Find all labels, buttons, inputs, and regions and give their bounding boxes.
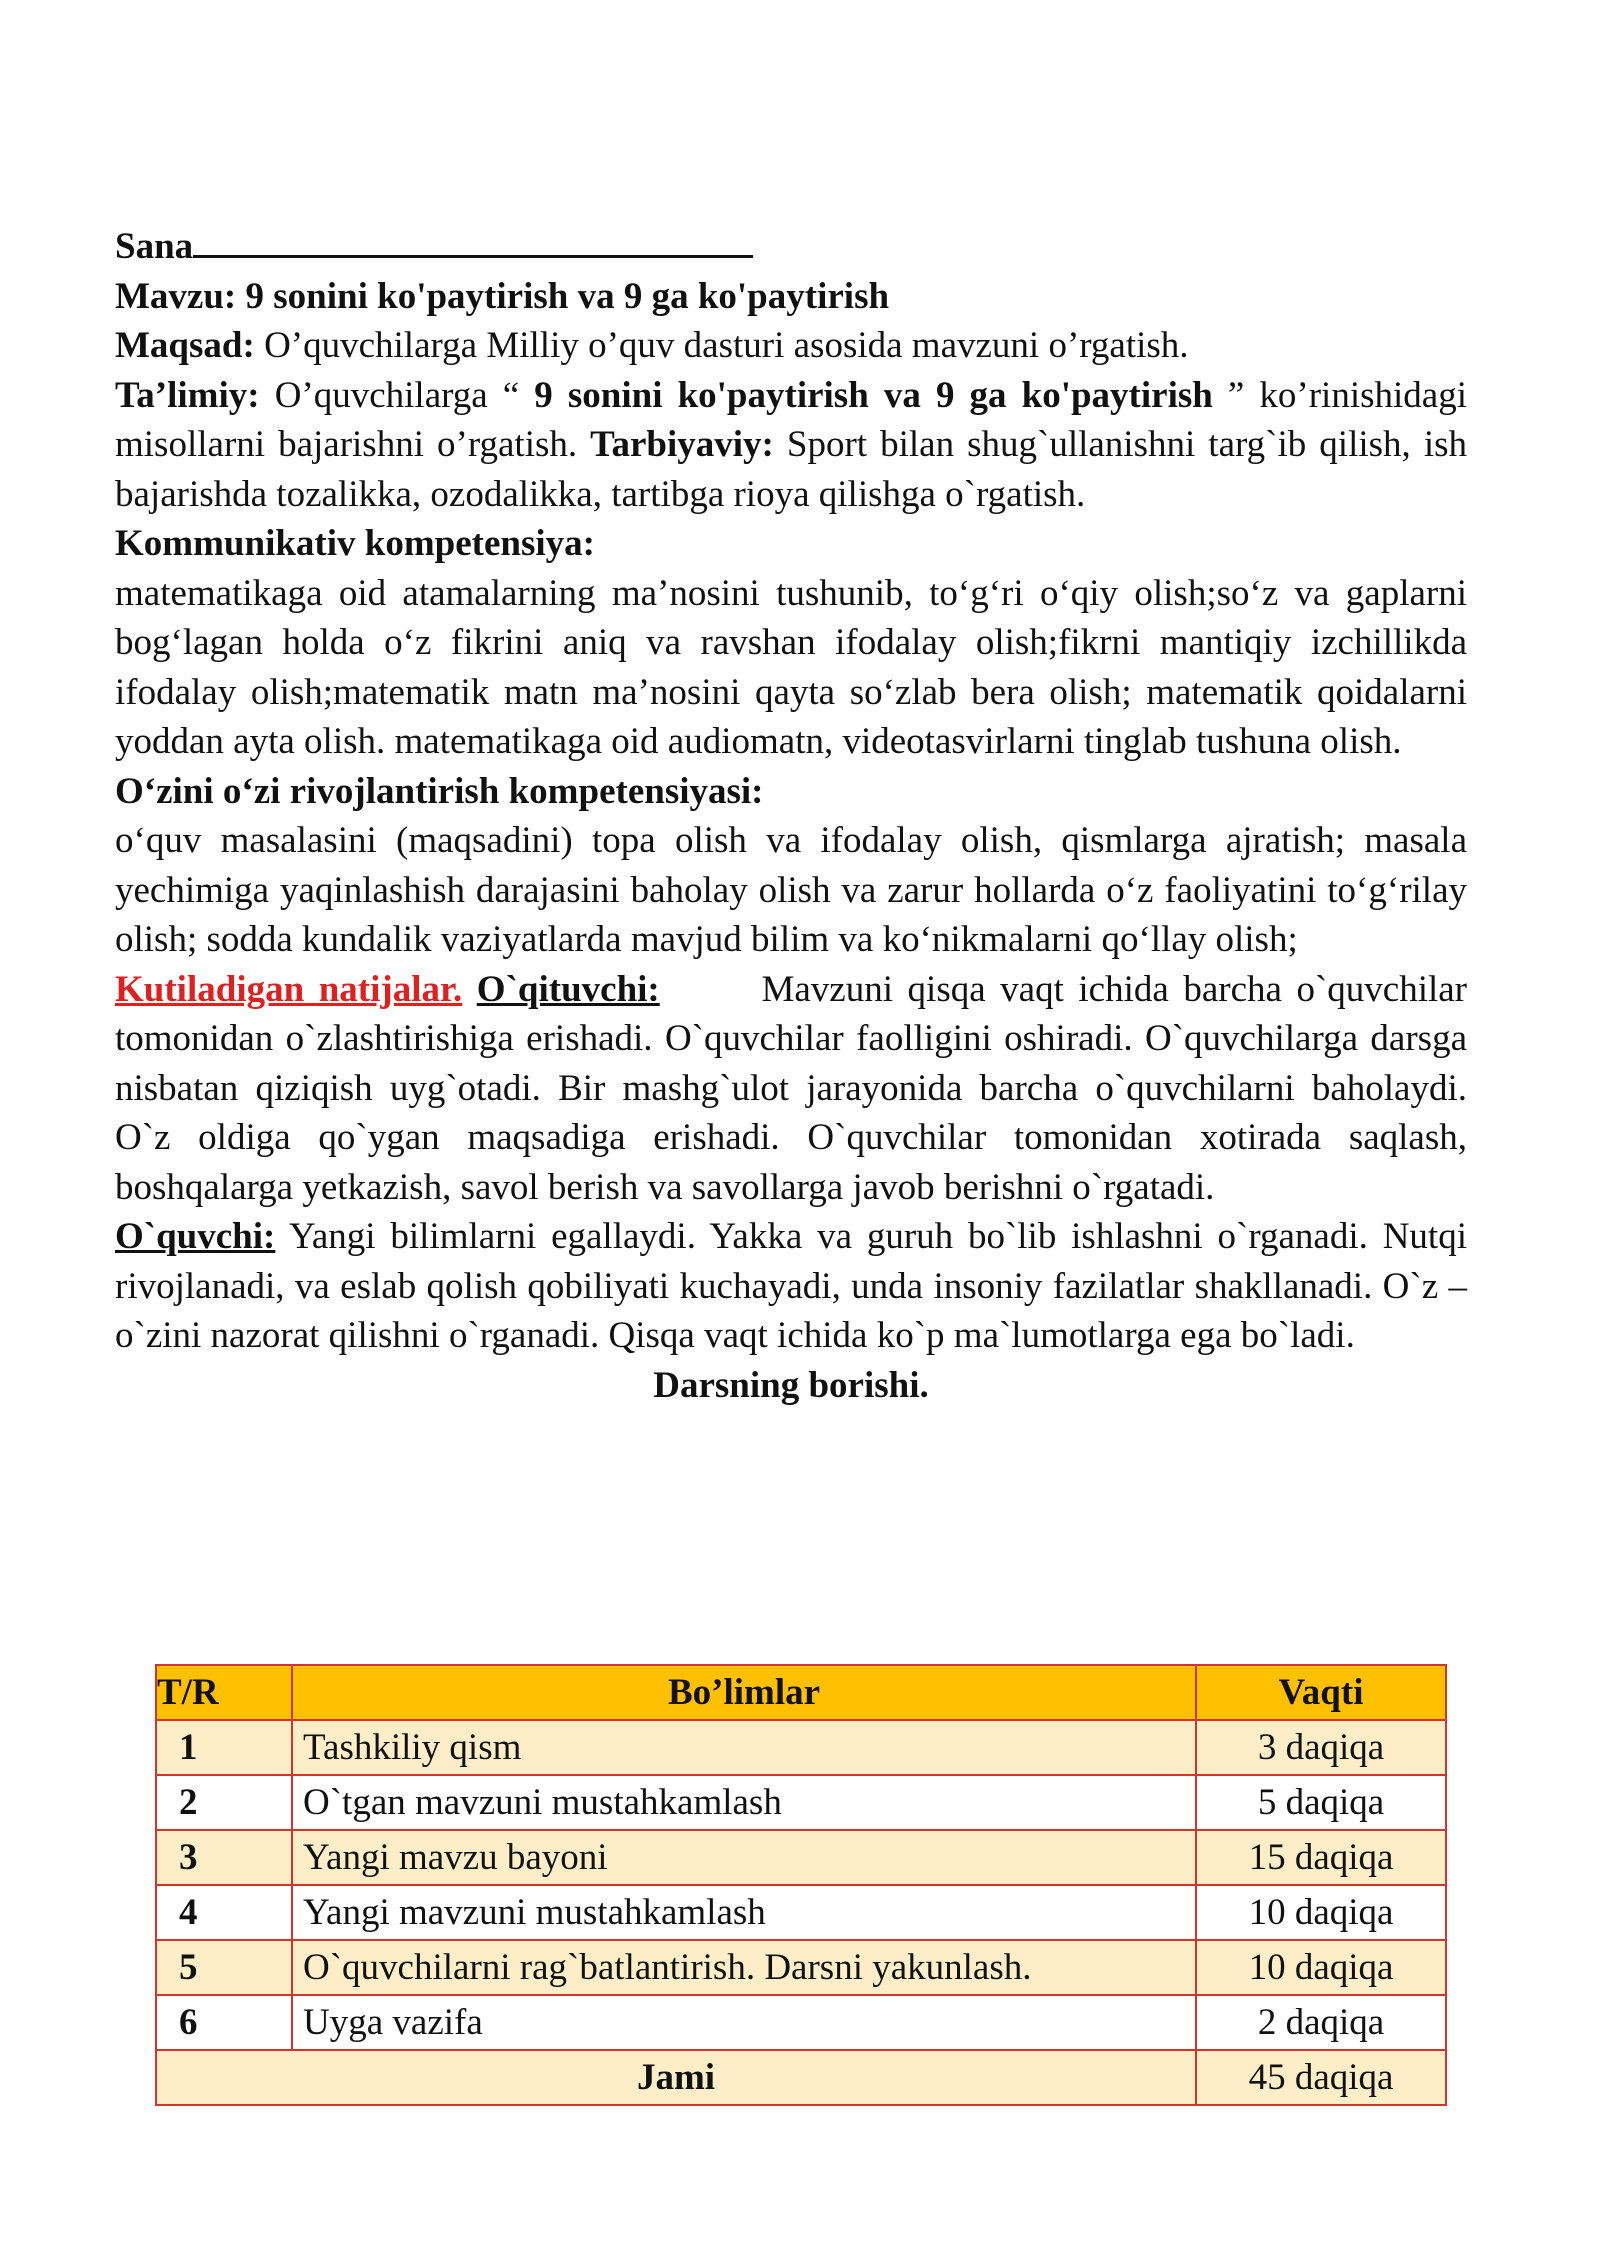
topic-label: Mavzu: (115, 275, 237, 317)
date-blank-field (193, 223, 753, 258)
row-time: 3 daqiqa (1196, 1720, 1446, 1775)
educational-topic: 9 sonini ko'paytirish va 9 ga ko'paytirish (534, 374, 1213, 416)
educational-text-before: O’quvchilarga “ (274, 374, 535, 416)
table-row (156, 1995, 1446, 2050)
lesson-plan-document (115, 222, 1467, 1410)
topic-line (115, 272, 1467, 322)
topic-text: 9 sonini ko'paytirish va 9 ga ko'paytirish (245, 275, 890, 317)
row-number: 3 (156, 1830, 292, 1885)
row-time: 15 daqiqa (1196, 1830, 1446, 1885)
self-development-heading: O‘zini o‘zi rivojlantirish kompetensiyasi: (115, 770, 764, 812)
teacher-outcomes-paragraph (115, 965, 1467, 1213)
total-label: Jami (156, 2050, 1196, 2105)
header-number: T/R (156, 1665, 292, 1720)
table-row (156, 1775, 1446, 1830)
row-time: 10 daqiqa (1196, 1940, 1446, 1995)
table-total-row (156, 2050, 1446, 2105)
educational-text-after: ” ko’rinishidagi misollarni bajarishni o’rgatish. (115, 374, 1467, 465)
row-section: O`tgan mavzuni mustahkamlash (292, 1775, 1196, 1830)
student-text: Yangi bilimlarni egallaydi. Yakka va guruh bo`lib ishlashni o`rganadi. Nutqi rivojlanadi, va eslab qolish qobiliyati kuchayadi, unda insoniy fazilatlar shakllanadi. O`z – o`zini nazorat qilishni o`rganadi. Qisqa vaqt ichida ko`p ma`lumotlarga ega bo`ladi. (115, 1216, 1467, 1356)
teacher-label: O`qituvchi: (476, 968, 660, 1010)
student-outcomes-paragraph (115, 1212, 1467, 1361)
header-time: Vaqti (1196, 1665, 1446, 1720)
communicative-heading: Kommunikativ kompetensiya: (115, 523, 596, 564)
upbringing-label: Tarbiyaviy: (590, 424, 774, 465)
teacher-text: Mavzuni qisqa vaqt ichida barcha o`quvchilar tomonidan o`zlashtirishiga erishadi. O`quvchilar faolligini oshiradi. O`quvchilarga darsga nisbatan qiziqish uyg`otadi. Bir mashg`ulot jarayonida barcha o`quvchilarni baholaydi. O`z oldiga qo`ygan maqsadiga erishadi. O`quvchilar tomonidan xotirada saqlash, boshqalarga yetkazish, savol berish va savollarga javob berishni o`rgatadi. (115, 968, 1468, 1208)
student-label: O`quvchi: (115, 1216, 276, 1257)
row-section: Yangi mavzu bayoni (292, 1830, 1196, 1885)
table-row (156, 1720, 1446, 1775)
row-number: 4 (156, 1885, 292, 1940)
table-row (156, 1940, 1446, 1995)
upbringing-text: Sport bilan shug`ullanishni targ`ib qilish, ish bajarishda tozalikka, ozodalikka, tartibga rioya qilishga o`rgatish. (115, 424, 1467, 515)
row-section: Uyga vazifa (292, 1995, 1196, 2050)
goal-text: O’quvchilarga Milliy o’quv dasturi asosida mavzuni o’rgatish. (264, 325, 1189, 366)
row-number: 5 (156, 1940, 292, 1995)
lesson-schedule-table (155, 1664, 1447, 2106)
goal-label: Maqsad: (115, 325, 255, 366)
table-row (156, 1830, 1446, 1885)
row-time: 2 daqiqa (1196, 1995, 1446, 2050)
self-development-text: o‘quv masalasini (maqsadini) topa olish va ifodalay olish, qismlarga ajratish; masala yechimiga yaqinlashish darajasini baholay olish va zarur hollarda o‘z faoliyatini to‘g‘rilay olish; sodda kundalik vaziyatlarda mavjud bilim va ko‘nikmalarni qo‘llay olish; (115, 820, 1467, 960)
row-number: 2 (156, 1775, 292, 1830)
table-header-row (156, 1665, 1446, 1720)
total-time: 45 daqiqa (1196, 2050, 1446, 2105)
lesson-flow-heading: Darsning borishi. (653, 1364, 929, 1406)
header-section: Bo’limlar (292, 1665, 1196, 1720)
row-section: O`quvchilarni rag`batlantirish. Darsni yakunlash. (292, 1940, 1196, 1995)
communicative-text: matematikaga oid atamalarning ma’nosini tushunib, to‘g‘ri o‘qiy olish;so‘z va gaplarni bog‘lagan holda o‘z fikrini aniq va ravshan ifodalay olish;fikrni mantiqiy izchillikda ifodalay olish;matematik matn ma’nosini qayta so‘zlab bera olish; matematik qoidalarni yoddan ayta olish. matematikaga oid audiomatn, videotasvirlarni tinglab tushuna olish. (115, 572, 1467, 762)
expected-results-label: Kutiladigan natijalar. (115, 968, 463, 1010)
row-time: 10 daqiqa (1196, 1885, 1446, 1940)
row-section: Tashkiliy qism (292, 1720, 1196, 1775)
date-label: Sana (115, 226, 194, 267)
row-section: Yangi mavzuni mustahkamlash (292, 1885, 1196, 1940)
educational-goal-paragraph (115, 371, 1467, 520)
row-number: 6 (156, 1995, 292, 2050)
table-row (156, 1885, 1446, 1940)
row-number: 1 (156, 1720, 292, 1775)
date-line (115, 222, 1467, 272)
educational-label: Ta’limiy: (115, 374, 260, 416)
goal-line (115, 321, 1467, 371)
row-time: 5 daqiqa (1196, 1775, 1446, 1830)
